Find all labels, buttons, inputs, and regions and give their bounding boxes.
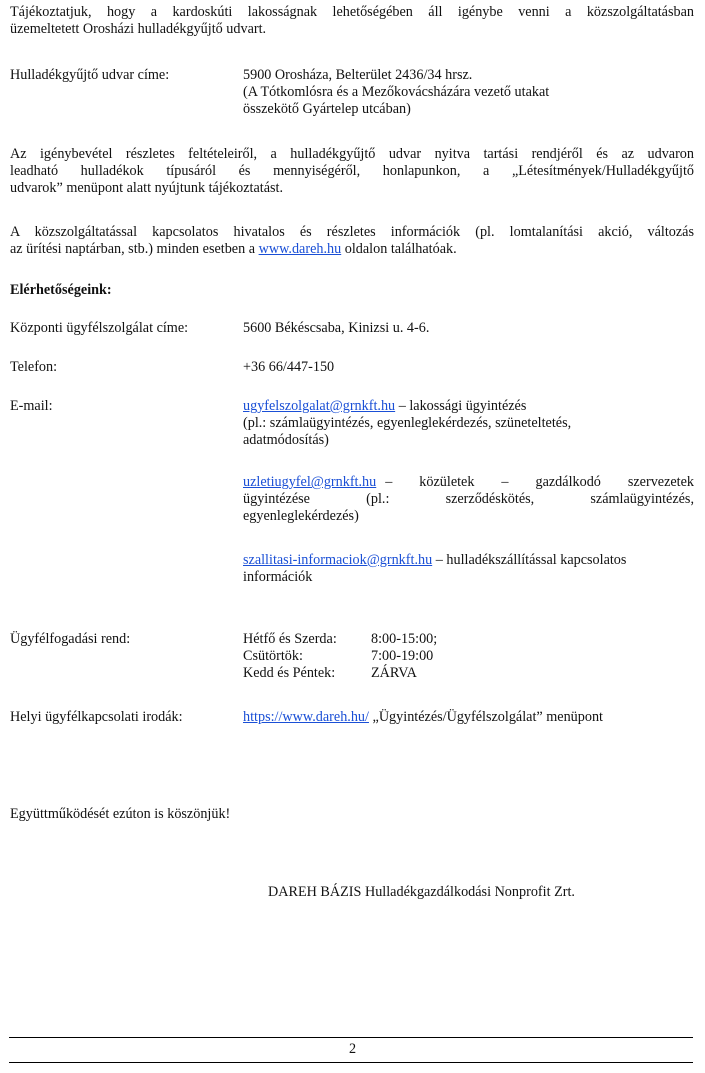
email-desc: információk (243, 569, 313, 585)
hours-row (243, 665, 437, 682)
email-desc: – hulladékszállítással kapcsolatos (432, 552, 627, 568)
email-link-business[interactable]: uzletiugyfel@grnkft.hu (243, 474, 377, 490)
details-paragraph (10, 146, 694, 197)
hours-time: 8:00-15:00; (371, 631, 438, 647)
email-desc: egyenleglekérdezés) (243, 508, 359, 524)
info-line: A közszolgáltatással kapcsolatos hivatalos és részletes információk (pl. lomtalanítási akció, változás (10, 224, 694, 240)
hours-day: Kedd és Péntek: (243, 665, 336, 681)
email-link-customer-service[interactable]: ugyfelszolgalat@grnkft.hu (243, 398, 396, 414)
hours-day: Hétfő és Szerda: (243, 631, 337, 647)
local-offices-label: Helyi ügyfélkapcsolati irodák: (10, 709, 183, 725)
hours-row (243, 631, 437, 648)
hours-time: 7:00-19:00 (371, 648, 434, 664)
yard-address-block (243, 67, 549, 118)
email-block-2 (243, 474, 694, 525)
details-line: udvarok” menüpont alatt nyújtunk tájékoztatást. (10, 180, 284, 196)
local-offices-value (243, 709, 603, 726)
intro-line: üzemeltetett Orosházi hulladékgyűjtő udvart. (10, 21, 267, 37)
intro-paragraph (10, 4, 694, 38)
email-label: E-mail: (10, 398, 53, 414)
closing-text: Együttműködését ezúton is köszönjük! (10, 806, 231, 822)
info-line (10, 241, 694, 258)
hours-row (243, 648, 437, 665)
details-line: Az igénybevétel részletes feltételeiről, a hulladékgyűjtő udvar nyitva tartási rendjéről és az udvaron (10, 146, 694, 162)
hours-table (243, 631, 437, 682)
hours-day: Csütörtök: (243, 648, 303, 664)
dareh-link[interactable]: www.dareh.hu (258, 241, 342, 257)
yard-label: Hulladékgyűjtő udvar címe: (10, 67, 170, 83)
hours-label: Ügyfélfogadási rend: (10, 631, 131, 647)
email-desc: adatmódosítás) (243, 432, 329, 448)
yard-note: összekötő Gyártelep utcában) (243, 101, 411, 117)
page-bottom-divider (9, 1062, 693, 1063)
phone-number: +36 66/447-150 (243, 359, 335, 375)
page-number: 2 (348, 1041, 357, 1057)
email-desc: (pl.: számlaügyintézés, egyenleglekérdezés, szüneteltetés, (243, 415, 572, 431)
intro-line: Tájékoztatjuk, hogy a kardoskúti lakosságnak lehetőségében áll igénybe venni a közszolgáltatásban (10, 4, 694, 20)
footer-divider (9, 1037, 693, 1038)
office-address: 5600 Békéscsaba, Kinizsi u. 4-6. (243, 320, 430, 336)
info-text: az ürítési naptárban, stb.) minden esetben a (10, 241, 259, 257)
contacts-heading: Elérhetőségeink: (10, 282, 112, 298)
details-line: leadható hulladékok típusáról és mennyiségéről, honlapunkon, a „Létesítmények/Hulladékgyűjtő (10, 163, 694, 179)
local-offices-link[interactable]: https://www.dareh.hu/ (243, 709, 369, 725)
yard-address: 5900 Orosháza, Belterület 2436/34 hrsz. (243, 67, 473, 83)
info-paragraph (10, 224, 694, 258)
email-link-transport-info[interactable]: szallitasi-informaciok@grnkft.hu (243, 552, 433, 568)
email-desc: – lakossági ügyintézés (395, 398, 527, 414)
email-desc: – közületek – gazdálkodó szervezetek (385, 474, 695, 490)
info-text: oldalon találhatóak. (341, 241, 457, 257)
email-desc: ügyintézése (pl.: szerződéskötés, számlaügyintézés, (243, 491, 694, 507)
phone-label: Telefon: (10, 359, 58, 375)
email-block-3 (243, 552, 694, 586)
local-offices-text: „Ügyintézés/Ügyfélszolgálat” menüpont (368, 709, 603, 725)
yard-note: (A Tótkomlósra és a Mezőkovácsházára vezető utakat (243, 84, 550, 100)
email-block-1 (243, 398, 694, 449)
signature: DAREH BÁZIS Hulladékgazdálkodási Nonprofit Zrt. (268, 884, 575, 900)
hours-time: ZÁRVA (371, 665, 417, 681)
office-label: Központi ügyfélszolgálat címe: (10, 320, 189, 336)
